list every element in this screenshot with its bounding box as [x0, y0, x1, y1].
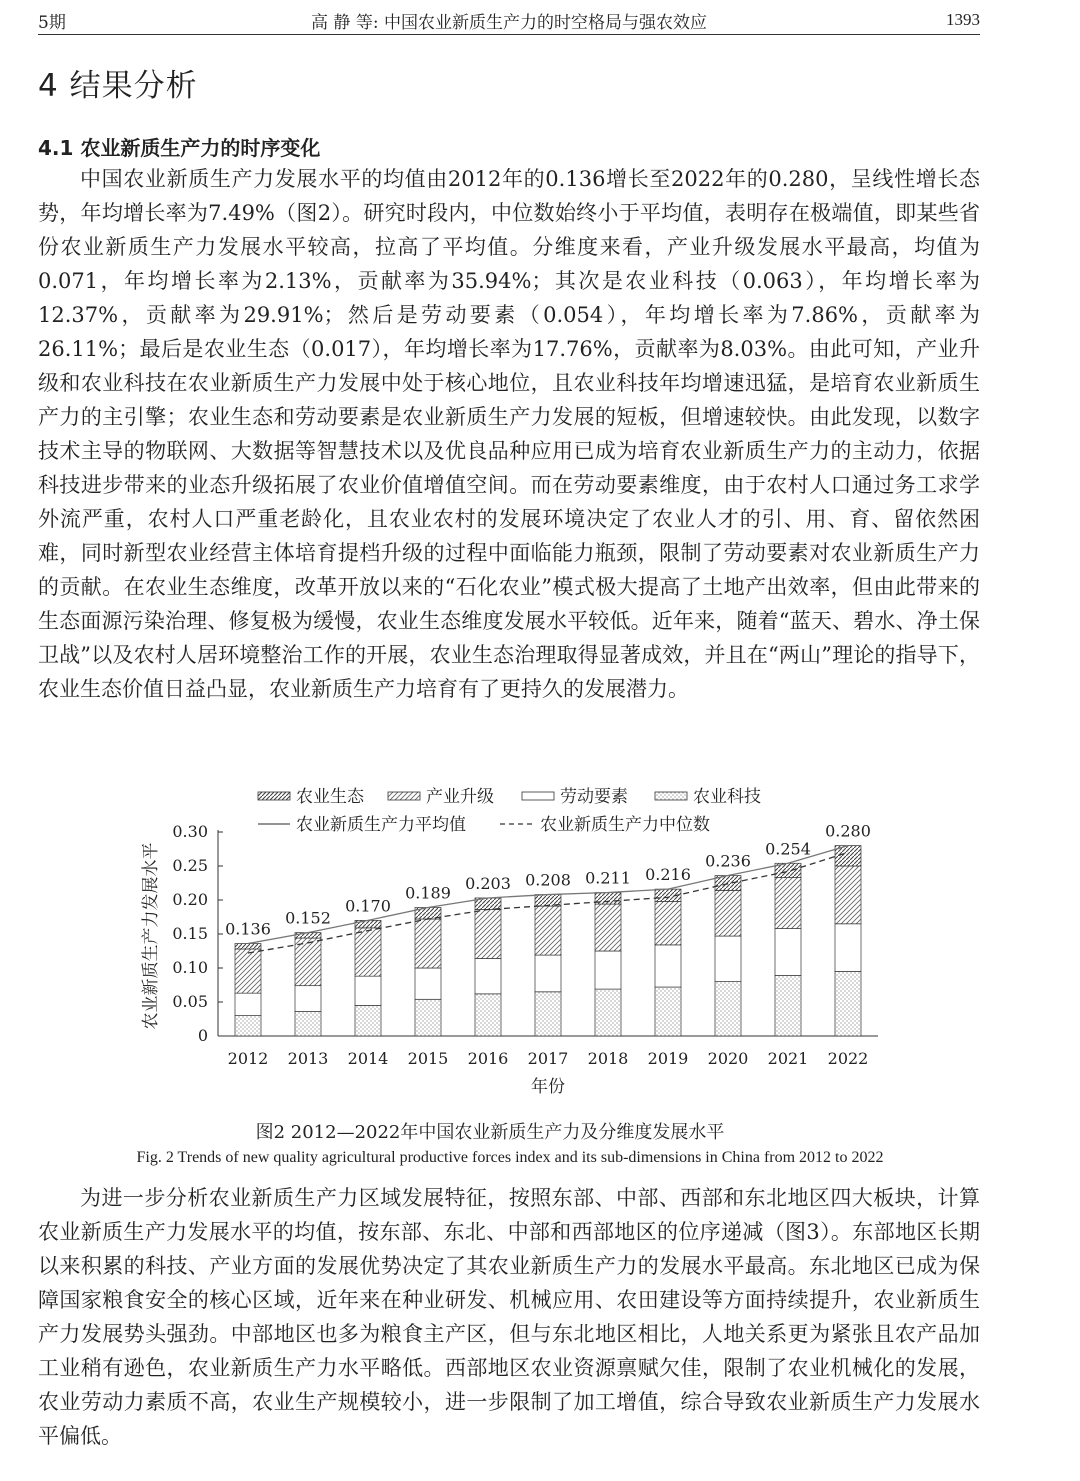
bar-2015-1	[415, 968, 441, 999]
bar-2014-3	[355, 920, 381, 927]
x-tick-label-9: 2021	[767, 1049, 809, 1068]
y-tick-label-2: 0.10	[172, 958, 208, 977]
bar-2013-0	[295, 1012, 321, 1036]
bar-2012-1	[235, 993, 261, 1015]
legend-label-2: 劳动要素	[560, 787, 628, 807]
issue-number: 5期	[38, 13, 66, 33]
legend-label-3: 农业科技	[693, 787, 761, 807]
bar-2012-2	[235, 949, 261, 993]
section-title: 4 结果分析	[38, 68, 198, 104]
x-tick-label-2: 2014	[347, 1049, 389, 1068]
x-tick-label-3: 2015	[407, 1049, 449, 1068]
bar-2016-2	[475, 910, 501, 959]
total-label-2013: 0.152	[285, 908, 331, 928]
total-label-2014: 0.170	[345, 896, 391, 916]
subsection-title: 4.1 农业新质生产力的时序变化	[38, 136, 321, 160]
bar-2014-2	[355, 928, 381, 976]
bar-2015-2	[415, 919, 441, 968]
x-tick-label-0: 2012	[227, 1049, 269, 1068]
bar-2019-0	[655, 987, 681, 1036]
total-label-2021: 0.254	[765, 839, 811, 859]
y-tick-label-3: 0.15	[172, 924, 208, 943]
paragraph-1: 中国农业新质生产力发展水平的均值由2012年的0.136增长至2022年的0.280，呈线性增长态势，年均增长率为7.49%（图2）。研究时段内，中位数始终小于平均值，表明存在极端值，即某些省份农业新质生产力发展水平较高，拉高了平均值。分维度来看，产业升级发展水平最高，均值为0.071，年均增长率为2.13%，贡献率为35.94%；其次是农业科技（0.063），年均增长率为12.37%，贡献率为29.91%；然后是劳动要素（0.054），年均增长率为7.86%，贡献率为26.11%；最后是农业生态（0.017），年均增长率为17.76%，贡献率为8.03%。由此可知，产业升级和农业科技在农业新质生产力发展中处于核心地位，且农业科技年均增速迅猛，是培育农业新质生产力的主引擎；农业生态和劳动要素是农业新质生产力发展的短板，但增速较快。由此发现，以数字技术主导的物联网、大数据等智慧技术以及优良品种应用已成为培育农业新质生产力的主动力，依据科技进步带来的业态升级拓展了农业价值增值空间。而在劳动要素维度，由于农村人口通过务工求学外流严重，农村人口严重老龄化，且农业农村的发展环境决定了农业人才的引、用、育、留依然困难，同时新型农业经营主体培育提档升级的过程中面临能力瓶颈，限制了劳动要素对农业新质生产力的贡献。在农业生态维度，改革开放以来的“石化农业”模式极大提高了土地产出效率，但由此带来的生态面源污染治理、修复极为缓慢，农业生态维度发展水平较低。近年来，随着“蓝天、碧水、净土保卫战”以及农村人居环境整治工作的开展，农业生态治理取得显著成效，并且在“两山”理论的指导下，农业生态价值日益凸显，农业新质生产力培育有了更持久的发展潜力。	[38, 167, 980, 701]
bar-2019-1	[655, 945, 681, 987]
bar-2016-1	[475, 958, 501, 993]
y-axis-title: 农业新质生产力发展水平	[141, 842, 161, 1030]
x-tick-label-5: 2017	[527, 1049, 569, 1068]
bar-2019-2	[655, 901, 681, 945]
bar-2020-0	[715, 982, 741, 1036]
legend-swatch-0	[258, 792, 290, 800]
x-axis-title: 年份	[531, 1077, 565, 1097]
figure-caption-cn: 图2 2012—2022年中国农业新质生产力及分维度发展水平	[255, 1122, 725, 1143]
legend-label-median: 农业新质生产力中位数	[540, 815, 710, 835]
bar-2012-0	[235, 1016, 261, 1036]
bar-2022-1	[835, 924, 861, 972]
chart-legend	[258, 787, 761, 835]
bar-2017-0	[535, 992, 561, 1036]
bar-2020-1	[715, 936, 741, 982]
y-tick-label-0: 0	[197, 1026, 208, 1045]
x-tick-label-8: 2020	[707, 1049, 749, 1068]
bar-2017-1	[535, 955, 561, 992]
total-label-2019: 0.216	[645, 865, 691, 885]
figure-2-chart	[130, 780, 890, 1100]
bar-2018-2	[595, 904, 621, 951]
bar-2012-3	[235, 944, 261, 949]
legend-swatch-3	[655, 792, 687, 800]
bar-2015-0	[415, 999, 441, 1036]
y-tick-label-4: 0.20	[172, 890, 208, 909]
bar-2013-1	[295, 986, 321, 1012]
bar-2013-2	[295, 938, 321, 986]
x-tick-label-1: 2013	[287, 1049, 329, 1068]
total-label-2012: 0.136	[225, 919, 271, 939]
x-tick-label-10: 2022	[827, 1049, 869, 1068]
legend-swatch-2	[522, 792, 554, 800]
paragraph-2: 为进一步分析农业新质生产力区域发展特征，按照东部、中部、西部和东北地区四大板块，计算农业新质生产力发展水平的均值，按东部、东北、中部和西部地区的位序递减（图3）。东部地区长期以来积累的科技、产业方面的发展优势决定了其农业新质生产力的发展水平最高。东北地区已成为保障国家粮食安全的核心区域，近年来在种业研发、机械应用、农田建设等方面持续提升，农业新质生产力发展势头强劲。中部地区也多为粮食主产区，但与东北地区相比，人地关系更为紧张且农产品加工业稍有逊色，农业新质生产力水平略低。西部地区农业资源禀赋欠佳，限制了农业机械化的发展，农业劳动力素质不高，农业生产规模较小，进一步限制了加工增值，综合导致农业新质生产力发展水平偏低。	[38, 1186, 980, 1448]
y-tick-label-5: 0.25	[172, 856, 208, 875]
bar-2022-2	[835, 866, 861, 924]
chart-svg	[130, 780, 890, 1100]
y-tick-label-1: 0.05	[172, 992, 208, 1011]
x-tick-label-4: 2016	[467, 1049, 509, 1068]
bar-2018-1	[595, 951, 621, 989]
y-tick-label-6: 0.30	[172, 822, 208, 841]
total-label-2015: 0.189	[405, 883, 451, 903]
bar-2017-2	[535, 906, 561, 955]
bar-2018-0	[595, 989, 621, 1036]
bar-2016-0	[475, 994, 501, 1036]
x-tick-label-7: 2019	[647, 1049, 689, 1068]
bar-2020-2	[715, 890, 741, 936]
legend-label-mean: 农业新质生产力平均值	[296, 815, 466, 835]
bar-2013-3	[295, 933, 321, 938]
total-label-2022: 0.280	[825, 821, 871, 841]
bar-2021-0	[775, 975, 801, 1036]
figure-caption-en: Fig. 2 Trends of new quality agricultural productive forces index and its sub-dimensions in China from 2012 to 2022	[136, 1149, 884, 1166]
total-label-2016: 0.203	[465, 873, 511, 893]
bar-2014-0	[355, 1005, 381, 1036]
total-label-2017: 0.208	[525, 870, 571, 890]
bar-2021-1	[775, 929, 801, 976]
legend-swatch-1	[388, 792, 420, 800]
page-number: 1393	[946, 10, 980, 29]
total-label-2020: 0.236	[705, 851, 751, 871]
bar-2014-1	[355, 976, 381, 1005]
legend-label-0: 农业生态	[296, 787, 364, 807]
legend-label-1: 产业升级	[426, 787, 494, 807]
x-tick-label-6: 2018	[587, 1049, 629, 1068]
total-label-2018: 0.211	[585, 868, 631, 888]
bar-2021-2	[775, 878, 801, 929]
bar-2022-0	[835, 971, 861, 1036]
running-header	[38, 6, 980, 35]
running-title: 高 静 等: 中国农业新质生产力的时空格局与强农效应	[311, 13, 707, 33]
